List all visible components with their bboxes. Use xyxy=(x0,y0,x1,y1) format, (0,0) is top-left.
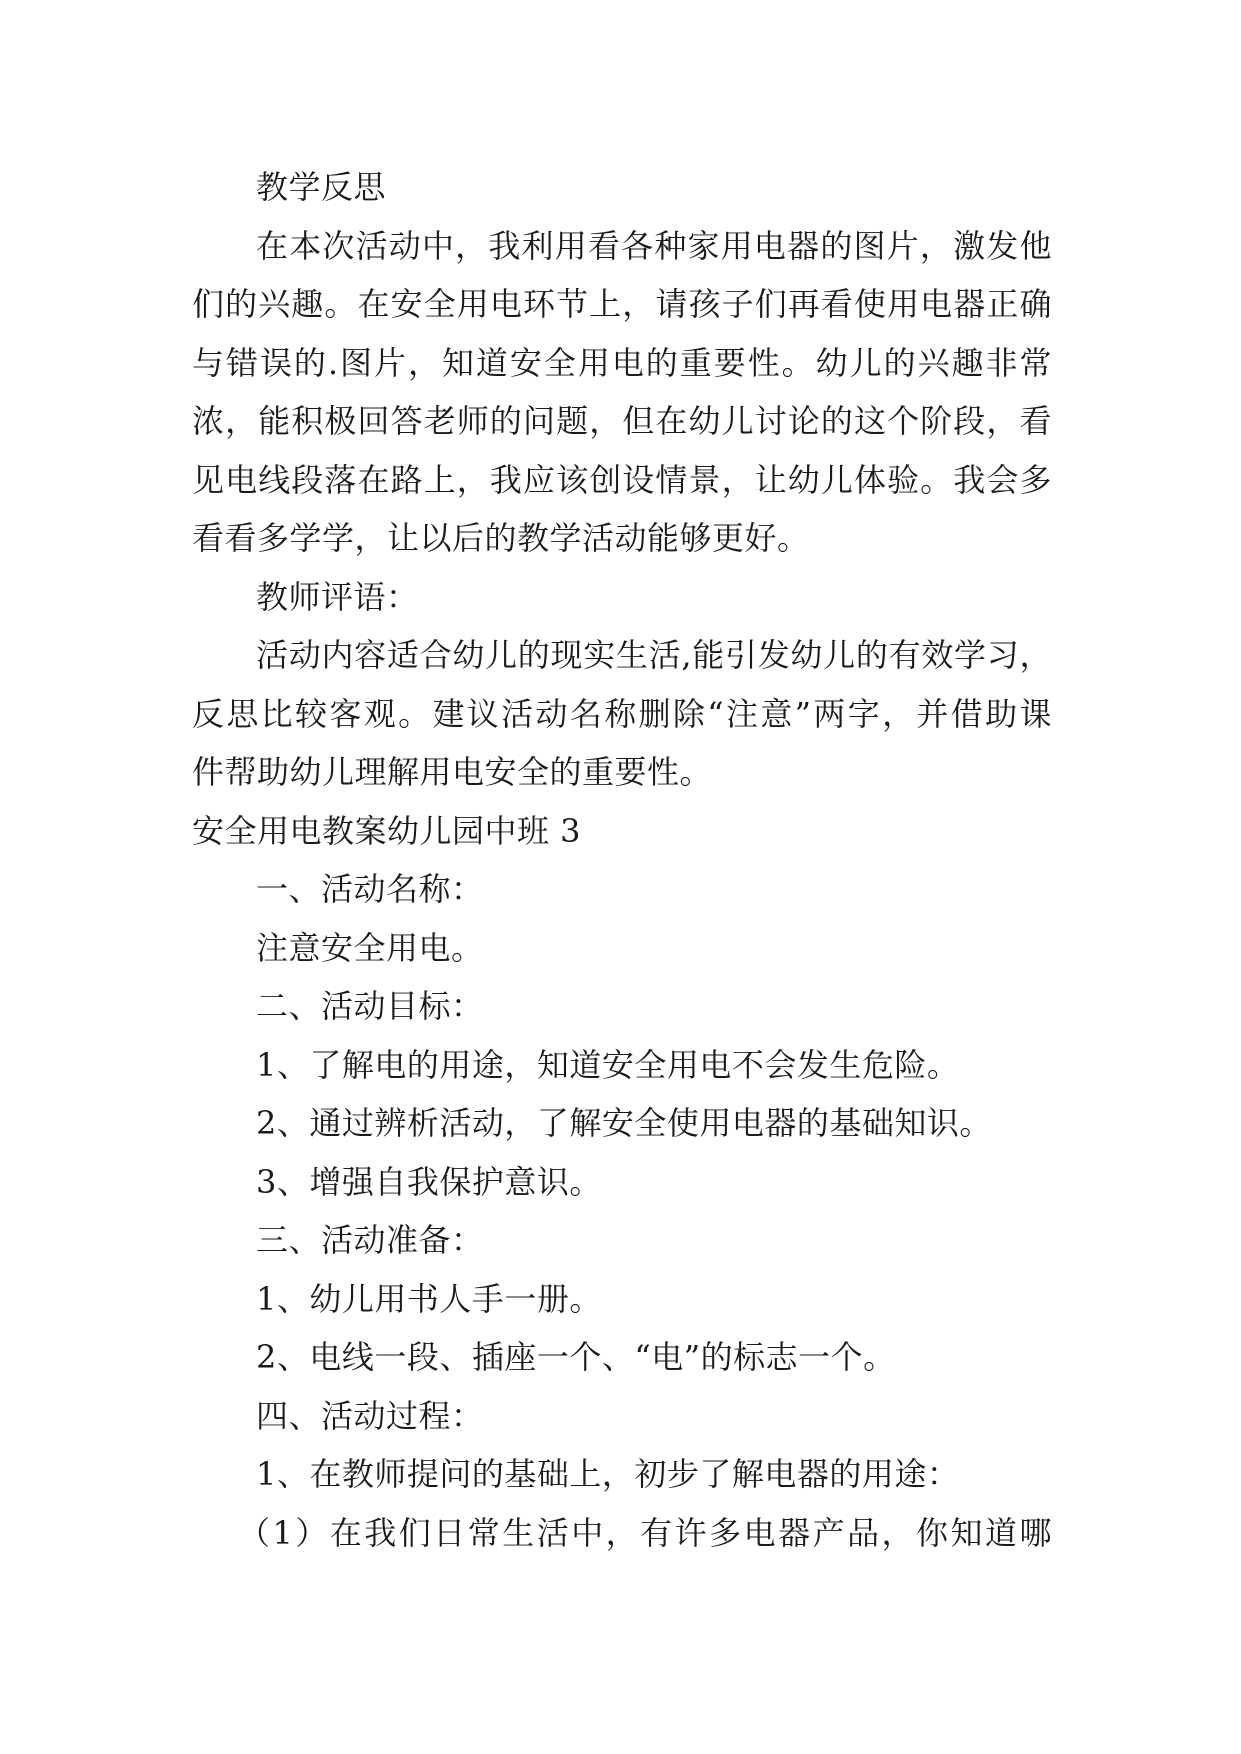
comment-heading: 教师评语： xyxy=(256,577,419,616)
paragraph-line: 件帮助幼儿理解用电安全的重要性。 xyxy=(192,753,713,791)
paragraph-line: 见电线段落在路上，我应该创设情景，让幼儿体验。我会多 xyxy=(192,460,1052,499)
paragraph-line: （1）在我们日常生活中，有许多电器产品，你知道哪 xyxy=(238,1513,1052,1552)
document-body xyxy=(192,158,1052,1562)
list-item: 1、幼儿用书人手一册。 xyxy=(256,1279,602,1318)
list-item: 2、电线一段、插座一个、“电”的标志一个。 xyxy=(256,1338,896,1376)
paragraph-line: 看看多学学，让以后的教学活动能够更好。 xyxy=(192,519,810,557)
list-item: 1、了解电的用途，知道安全用电不会发生危险。 xyxy=(256,1045,960,1084)
paragraph-line: 与错误的.图片，知道安全用电的重要性。幼儿的兴趣非常 xyxy=(192,343,1052,382)
section-title: 安全用电教案幼儿园中班 3 xyxy=(192,811,582,850)
paragraph-line: 在本次活动中，我利用看各种家用电器的图片，激发他 xyxy=(256,226,1052,265)
list-item: 一、活动名称： xyxy=(256,870,484,908)
list-item: 3、增强自我保护意识。 xyxy=(256,1162,602,1201)
list-item: 三、活动准备： xyxy=(256,1221,484,1259)
paragraph-line: 反思比较客观。建议活动名称删除“注意”两字，并借助课 xyxy=(192,694,1052,733)
list-item: 2、通过辨析活动，了解安全使用电器的基础知识。 xyxy=(256,1104,992,1142)
reflection-heading: 教学反思 xyxy=(256,168,387,206)
list-item: 四、活动过程： xyxy=(256,1396,484,1435)
list-item: 1、在教师提问的基础上，初步了解电器的用途： xyxy=(256,1455,960,1493)
paragraph-line: 浓，能积极回答老师的问题，但在幼儿讨论的这个阶段，看 xyxy=(192,402,1052,440)
list-item: 注意安全用电。 xyxy=(256,928,484,967)
paragraph-line: 们的兴趣。在安全用电环节上，请孩子们再看使用电器正确 xyxy=(192,285,1052,323)
paragraph-line: 活动内容适合幼儿的现实生活,能引发幼儿的有效学习， xyxy=(256,636,1052,674)
list-item: 二、活动目标： xyxy=(256,987,484,1025)
